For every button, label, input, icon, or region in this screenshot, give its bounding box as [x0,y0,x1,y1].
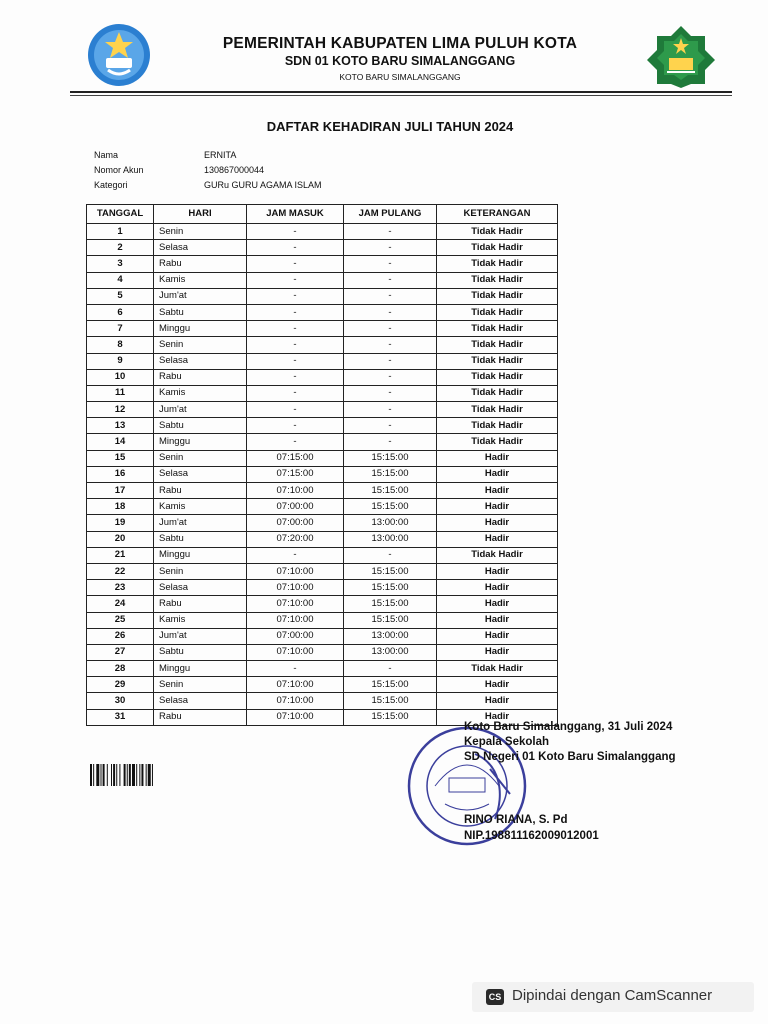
table-row [87,612,558,628]
cell-date: 31 [87,709,154,725]
cell-day: Selasa [154,240,247,256]
cell-date: 18 [87,499,154,515]
cell-time-out: - [344,321,437,337]
cell-time-out: 13:00:00 [344,628,437,644]
cell-time-in: - [247,547,344,563]
cell-time-out: - [344,304,437,320]
cell-date: 20 [87,531,154,547]
cell-time-out: - [344,661,437,677]
cell-day: Senin [154,224,247,240]
cell-time-out: 15:15:00 [344,466,437,482]
table-row [87,256,558,272]
cell-time-out: - [344,240,437,256]
cell-day: Selasa [154,466,247,482]
cell-time-out: 15:15:00 [344,450,437,466]
table-row [87,531,558,547]
religious-ministry-logo-icon [645,24,717,88]
cell-time-in: - [247,353,344,369]
cell-remarks: Hadir [437,531,558,547]
table-row [87,353,558,369]
cell-date: 26 [87,628,154,644]
cell-time-in: - [247,661,344,677]
cell-day: Sabtu [154,644,247,660]
table-row [87,450,558,466]
cell-date: 16 [87,466,154,482]
header-government: PEMERINTAH KABUPATEN LIMA PULUH KOTA [222,35,578,52]
cell-date: 24 [87,596,154,612]
col-header-date: TANGGAL [87,205,154,224]
signature-position: Kepala Sekolah [464,736,550,748]
table-row [87,563,558,579]
cell-time-out: 15:15:00 [344,483,437,499]
table-row [87,288,558,304]
cell-time-in: 07:15:00 [247,466,344,482]
table-row [87,596,558,612]
cell-day: Sabtu [154,304,247,320]
table-row [87,661,558,677]
cell-time-out: 15:15:00 [344,677,437,693]
cell-day: Kamis [154,612,247,628]
cell-date: 10 [87,369,154,385]
signature-place-date: Koto Baru Simalanggang, 31 Juli 2024 [464,721,673,733]
cell-time-out: 15:15:00 [344,580,437,596]
table-row [87,483,558,499]
cell-day: Jum'at [154,402,247,418]
header-divider [70,91,732,93]
cell-remarks: Tidak Hadir [437,337,558,353]
cell-remarks: Hadir [437,677,558,693]
info-category-label: Kategori [94,180,128,190]
cell-time-out: - [344,353,437,369]
cell-time-out: - [344,337,437,353]
cell-date: 9 [87,353,154,369]
cell-remarks: Hadir [437,515,558,531]
cell-remarks: Hadir [437,644,558,660]
cell-time-out: 13:00:00 [344,515,437,531]
cell-remarks: Tidak Hadir [437,353,558,369]
cell-time-in: 07:15:00 [247,450,344,466]
cell-remarks: Tidak Hadir [437,547,558,563]
cell-time-in: 07:10:00 [247,693,344,709]
cell-remarks: Hadir [437,596,558,612]
cell-day: Sabtu [154,531,247,547]
cell-date: 23 [87,580,154,596]
cell-time-in: - [247,337,344,353]
table-header-row [87,205,558,224]
cell-day: Selasa [154,353,247,369]
cell-date: 25 [87,612,154,628]
cell-date: 13 [87,418,154,434]
cell-remarks: Tidak Hadir [437,434,558,450]
cell-day: Minggu [154,661,247,677]
col-header-day: HARI [154,205,247,224]
info-category-value: GURu GURU AGAMA ISLAM [204,180,322,190]
cell-time-in: - [247,224,344,240]
table-row [87,580,558,596]
cell-time-in: 07:10:00 [247,644,344,660]
camscanner-icon: CS [486,989,504,1005]
cell-time-out: - [344,418,437,434]
table-row [87,628,558,644]
col-header-time-out: JAM PULANG [344,205,437,224]
table-row [87,224,558,240]
cell-time-out: - [344,272,437,288]
table-row [87,547,558,563]
cell-date: 8 [87,337,154,353]
cell-day: Senin [154,677,247,693]
cell-date: 30 [87,693,154,709]
cell-date: 12 [87,402,154,418]
cell-time-out: - [344,288,437,304]
cell-remarks: Hadir [437,612,558,628]
cell-day: Kamis [154,499,247,515]
table-row [87,304,558,320]
cell-remarks: Tidak Hadir [437,385,558,401]
cell-day: Minggu [154,434,247,450]
table-row [87,434,558,450]
cell-time-in: 07:10:00 [247,612,344,628]
cell-time-in: 07:10:00 [247,483,344,499]
signature-nip: NIP.198811162009012001 [464,830,599,842]
cell-date: 15 [87,450,154,466]
cell-date: 1 [87,224,154,240]
cell-remarks: Tidak Hadir [437,402,558,418]
cell-remarks: Hadir [437,483,558,499]
cell-day: Rabu [154,256,247,272]
cell-time-in: - [247,418,344,434]
header-location: KOTO BARU SIMALANGGANG [339,72,461,82]
cell-time-out: - [344,369,437,385]
cell-remarks: Hadir [437,563,558,579]
cell-day: Selasa [154,580,247,596]
table-row [87,515,558,531]
attendance-table [86,204,558,726]
cell-remarks: Hadir [437,450,558,466]
cell-time-out: 13:00:00 [344,531,437,547]
cell-time-in: 07:10:00 [247,677,344,693]
cell-remarks: Tidak Hadir [437,321,558,337]
cell-time-out: - [344,256,437,272]
cell-day: Kamis [154,385,247,401]
cell-remarks: Hadir [437,709,558,725]
cell-remarks: Hadir [437,499,558,515]
cell-date: 27 [87,644,154,660]
info-name-label: Nama [94,150,119,160]
cell-day: Sabtu [154,418,247,434]
cell-time-out: - [344,434,437,450]
cell-remarks: Tidak Hadir [437,304,558,320]
cell-date: 14 [87,434,154,450]
table-row [87,272,558,288]
header-divider-thin [70,95,732,96]
cell-day: Jum'at [154,515,247,531]
cell-date: 7 [87,321,154,337]
cell-date: 11 [87,385,154,401]
cell-day: Selasa [154,693,247,709]
table-row [87,677,558,693]
table-row [87,466,558,482]
cell-time-in: 07:10:00 [247,596,344,612]
cell-day: Rabu [154,483,247,499]
cell-time-in: 07:10:00 [247,580,344,596]
cell-remarks: Tidak Hadir [437,256,558,272]
cell-time-out: 15:15:00 [344,709,437,725]
cell-time-in: - [247,304,344,320]
col-header-time-in: JAM MASUK [247,205,344,224]
cell-date: 17 [87,483,154,499]
cell-day: Jum'at [154,628,247,644]
cell-remarks: Tidak Hadir [437,369,558,385]
cell-time-out: 15:15:00 [344,693,437,709]
table-row [87,337,558,353]
cell-time-out: 15:15:00 [344,563,437,579]
cell-date: 4 [87,272,154,288]
cell-time-in: - [247,288,344,304]
cell-day: Minggu [154,321,247,337]
cell-date: 22 [87,563,154,579]
cell-time-in: - [247,256,344,272]
cell-time-out: 15:15:00 [344,499,437,515]
info-account-label: Nomor Akun [94,165,144,175]
table-row [87,240,558,256]
cell-day: Senin [154,337,247,353]
cell-time-out: - [344,224,437,240]
cell-remarks: Hadir [437,466,558,482]
cell-remarks: Tidak Hadir [437,224,558,240]
table-row [87,369,558,385]
cell-time-out: - [344,547,437,563]
cell-time-in: - [247,402,344,418]
camscanner-label: Dipindai dengan CamScanner [512,987,713,1004]
table-row [87,499,558,515]
signature-school: SD Negeri 01 Koto Baru Simalanggang [464,751,676,763]
cell-time-in: 07:10:00 [247,709,344,725]
cell-time-in: 07:00:00 [247,515,344,531]
cell-day: Rabu [154,369,247,385]
cell-time-in: 07:00:00 [247,499,344,515]
cell-remarks: Tidak Hadir [437,661,558,677]
cell-remarks: Hadir [437,693,558,709]
cell-date: 21 [87,547,154,563]
cell-time-out: 15:15:00 [344,596,437,612]
cell-remarks: Tidak Hadir [437,418,558,434]
cell-day: Jum'at [154,288,247,304]
header-school: SDN 01 KOTO BARU SIMALANGGANG [284,54,516,68]
cell-date: 2 [87,240,154,256]
cell-time-in: 07:10:00 [247,563,344,579]
info-name-value: ERNITA [204,150,237,160]
cell-date: 28 [87,661,154,677]
table-row [87,385,558,401]
cell-day: Senin [154,450,247,466]
cell-time-out: 15:15:00 [344,612,437,628]
cell-day: Senin [154,563,247,579]
barcode-icon [90,764,196,786]
document-title: DAFTAR KEHADIRAN JULI TAHUN 2024 [266,119,514,134]
table-row [87,418,558,434]
cell-time-in: - [247,321,344,337]
cell-time-in: 07:00:00 [247,628,344,644]
cell-time-in: 07:20:00 [247,531,344,547]
table-row [87,321,558,337]
cell-date: 29 [87,677,154,693]
cell-remarks: Hadir [437,580,558,596]
info-account-value: 130867000044 [204,165,265,175]
cell-day: Minggu [154,547,247,563]
cell-remarks: Tidak Hadir [437,240,558,256]
signature-name: RINO RIANA, S. Pd [464,814,568,826]
cell-remarks: Hadir [437,628,558,644]
cell-date: 19 [87,515,154,531]
cell-time-out: - [344,385,437,401]
cell-day: Rabu [154,709,247,725]
cell-time-in: - [247,272,344,288]
attendance-table-body [87,224,558,726]
cell-time-in: - [247,369,344,385]
table-row [87,402,558,418]
cell-remarks: Tidak Hadir [437,272,558,288]
cell-time-in: - [247,385,344,401]
cell-date: 6 [87,304,154,320]
table-row [87,693,558,709]
cell-remarks: Tidak Hadir [437,288,558,304]
cell-day: Kamis [154,272,247,288]
cell-date: 5 [87,288,154,304]
cell-time-out: 13:00:00 [344,644,437,660]
table-row [87,644,558,660]
cell-time-in: - [247,434,344,450]
cell-time-in: - [247,240,344,256]
col-header-remarks: KETERANGAN [437,205,558,224]
ministry-logo-icon [86,22,152,88]
cell-time-out: - [344,402,437,418]
cell-date: 3 [87,256,154,272]
cell-day: Rabu [154,596,247,612]
